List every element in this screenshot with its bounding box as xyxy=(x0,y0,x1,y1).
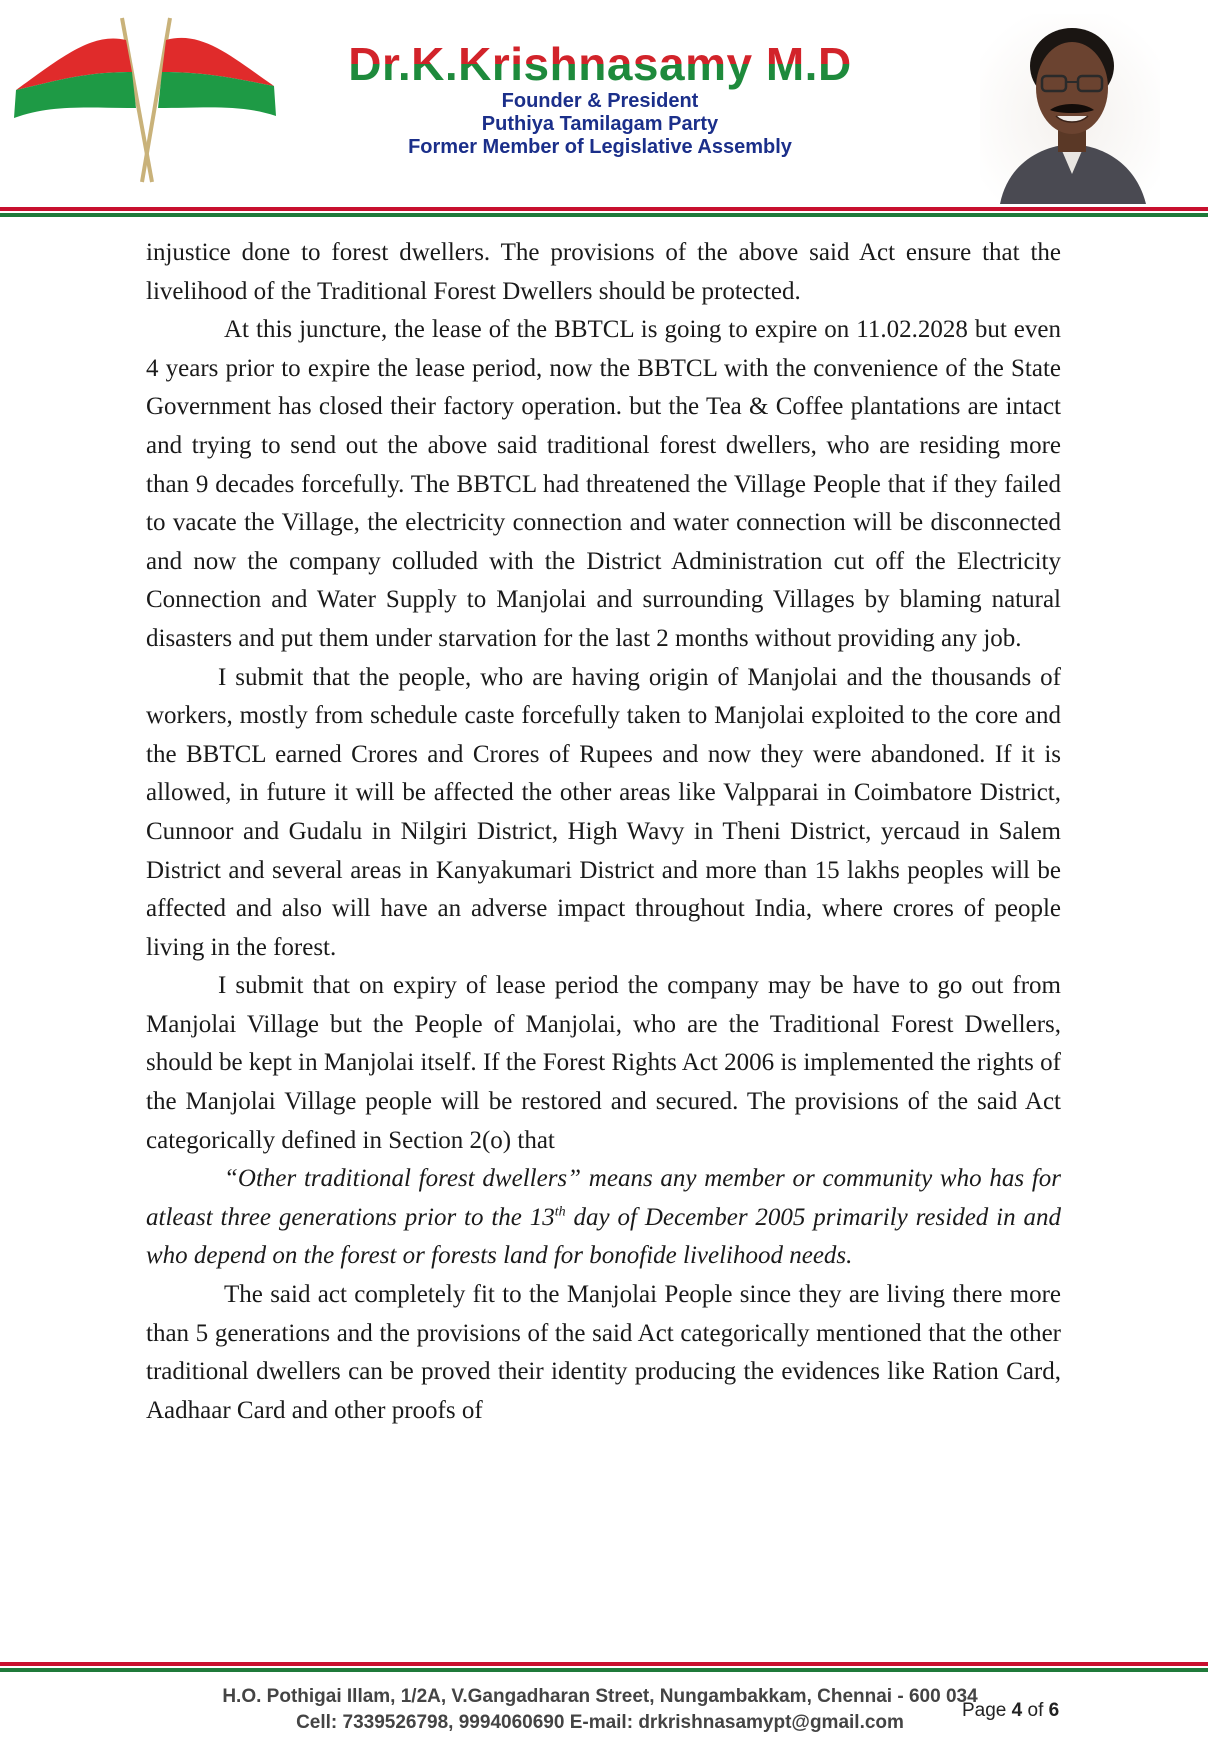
legal-quote xyxy=(146,1160,1061,1276)
paragraph-5: The said act completely fit to the Manjolai People since they are living there more than 5 generations and the provisions of the said Act categorically mentioned that the other traditional dwellers can be proved their identity producing the evidences like Ration Card, Aadhaar Card and other proofs of xyxy=(146,1281,1061,1424)
quote-superscript: th xyxy=(554,1204,566,1220)
page-label: Page xyxy=(962,1700,1007,1721)
footer-address: H.O. Pothigai Illam, 1/2A, V.Gangadharan Street, Nungambakkam, Chennai - 600 034 xyxy=(222,1686,978,1707)
page-current: 4 xyxy=(1011,1700,1023,1721)
paragraph-2: At this juncture, the lease of the BBTCL is going to expire on 11.02.2028 but even 4 years prior to expire the lease period, now the BBTCL with the convenience of the State Government has closed their factory operation. but the Tea & Coffee plantations are intact and trying to send out the above said traditional forest dwellers, who are residing more than 9 decades forcefully. The BBTCL had threatened the Village People that if they failed to vacate the Village, the electricity connection and water connection will be disconnected and now the company colluded with the District Administration cut off the Electricity Connection and Water Supply to Manjolai and surrounding Villages by blaming natural disasters and put them under starvation for the last 2 months without providing any job. xyxy=(146,316,1061,652)
page-total: 6 xyxy=(1048,1700,1060,1721)
header-divider xyxy=(0,207,1208,217)
letterhead-title xyxy=(300,38,900,159)
letterhead xyxy=(0,0,1208,205)
footer-divider xyxy=(0,1662,1208,1672)
party-flags-icon xyxy=(12,12,282,192)
founder-name: Dr.K.Krishnasamy M.D xyxy=(300,38,900,90)
quote-part-1: “Other traditional forest dwellers” means any member or community who has for atleast three generations prior to the 13 xyxy=(146,1165,1061,1231)
paragraph-3: I submit that the people, who are having origin of Manjolai and the thousands of workers, mostly from schedule caste forcefully taken to Manjolai exploited to the core and the BBTCL earned Crores and Crores of Rupees and now they were abandoned. If it is allowed, in future it will be affected the other areas like Valpparai in Coimbatore District, Cunnoor and Gudalu in Nilgiri District, High Wavy in Theni District, yercaud in Salem District and several areas in Kanyakumari District and more than 15 lakhs peoples will be affected and also will have an adverse impact throughout India, where crores of people living in the forest. xyxy=(146,663,1061,961)
letter-body xyxy=(146,234,1061,1430)
quote-part-2: day of December 2005 primarily resided in and who depend on the forest or forests land for bonofide livelihood needs. xyxy=(146,1203,1061,1270)
title-line-3: Former Member of Legislative Assembly xyxy=(408,136,792,158)
title-line-2: Puthiya Tamilagam Party xyxy=(481,113,719,135)
footer-contact xyxy=(150,1684,1050,1736)
paragraph-4: I submit that on expiry of lease period the company may be have to go out from Manjolai Village but the People of Manjolai, who are the Traditional Forest Dwellers, should be kept in Manjolai itself. If the Forest Rights Act 2006 is implemented the rights of the Manjolai Village people will be restored and secured. The provisions of the said Act categorically defined in Section 2(o) that xyxy=(146,972,1061,1154)
page-number xyxy=(962,1700,1059,1722)
title-line-1: Founder & President xyxy=(501,90,699,112)
page-of-label: of xyxy=(1027,1700,1044,1721)
founder-portrait xyxy=(980,14,1160,204)
paragraph-1: injustice done to forest dwellers. The provisions of the above said Act ensure that the livelihood of the Traditional Forest Dwellers should be protected. xyxy=(146,239,1061,305)
footer-phone-email: Cell: 7339526798, 9994060690 E-mail: drkrishnasamypt@gmail.com xyxy=(296,1712,904,1733)
